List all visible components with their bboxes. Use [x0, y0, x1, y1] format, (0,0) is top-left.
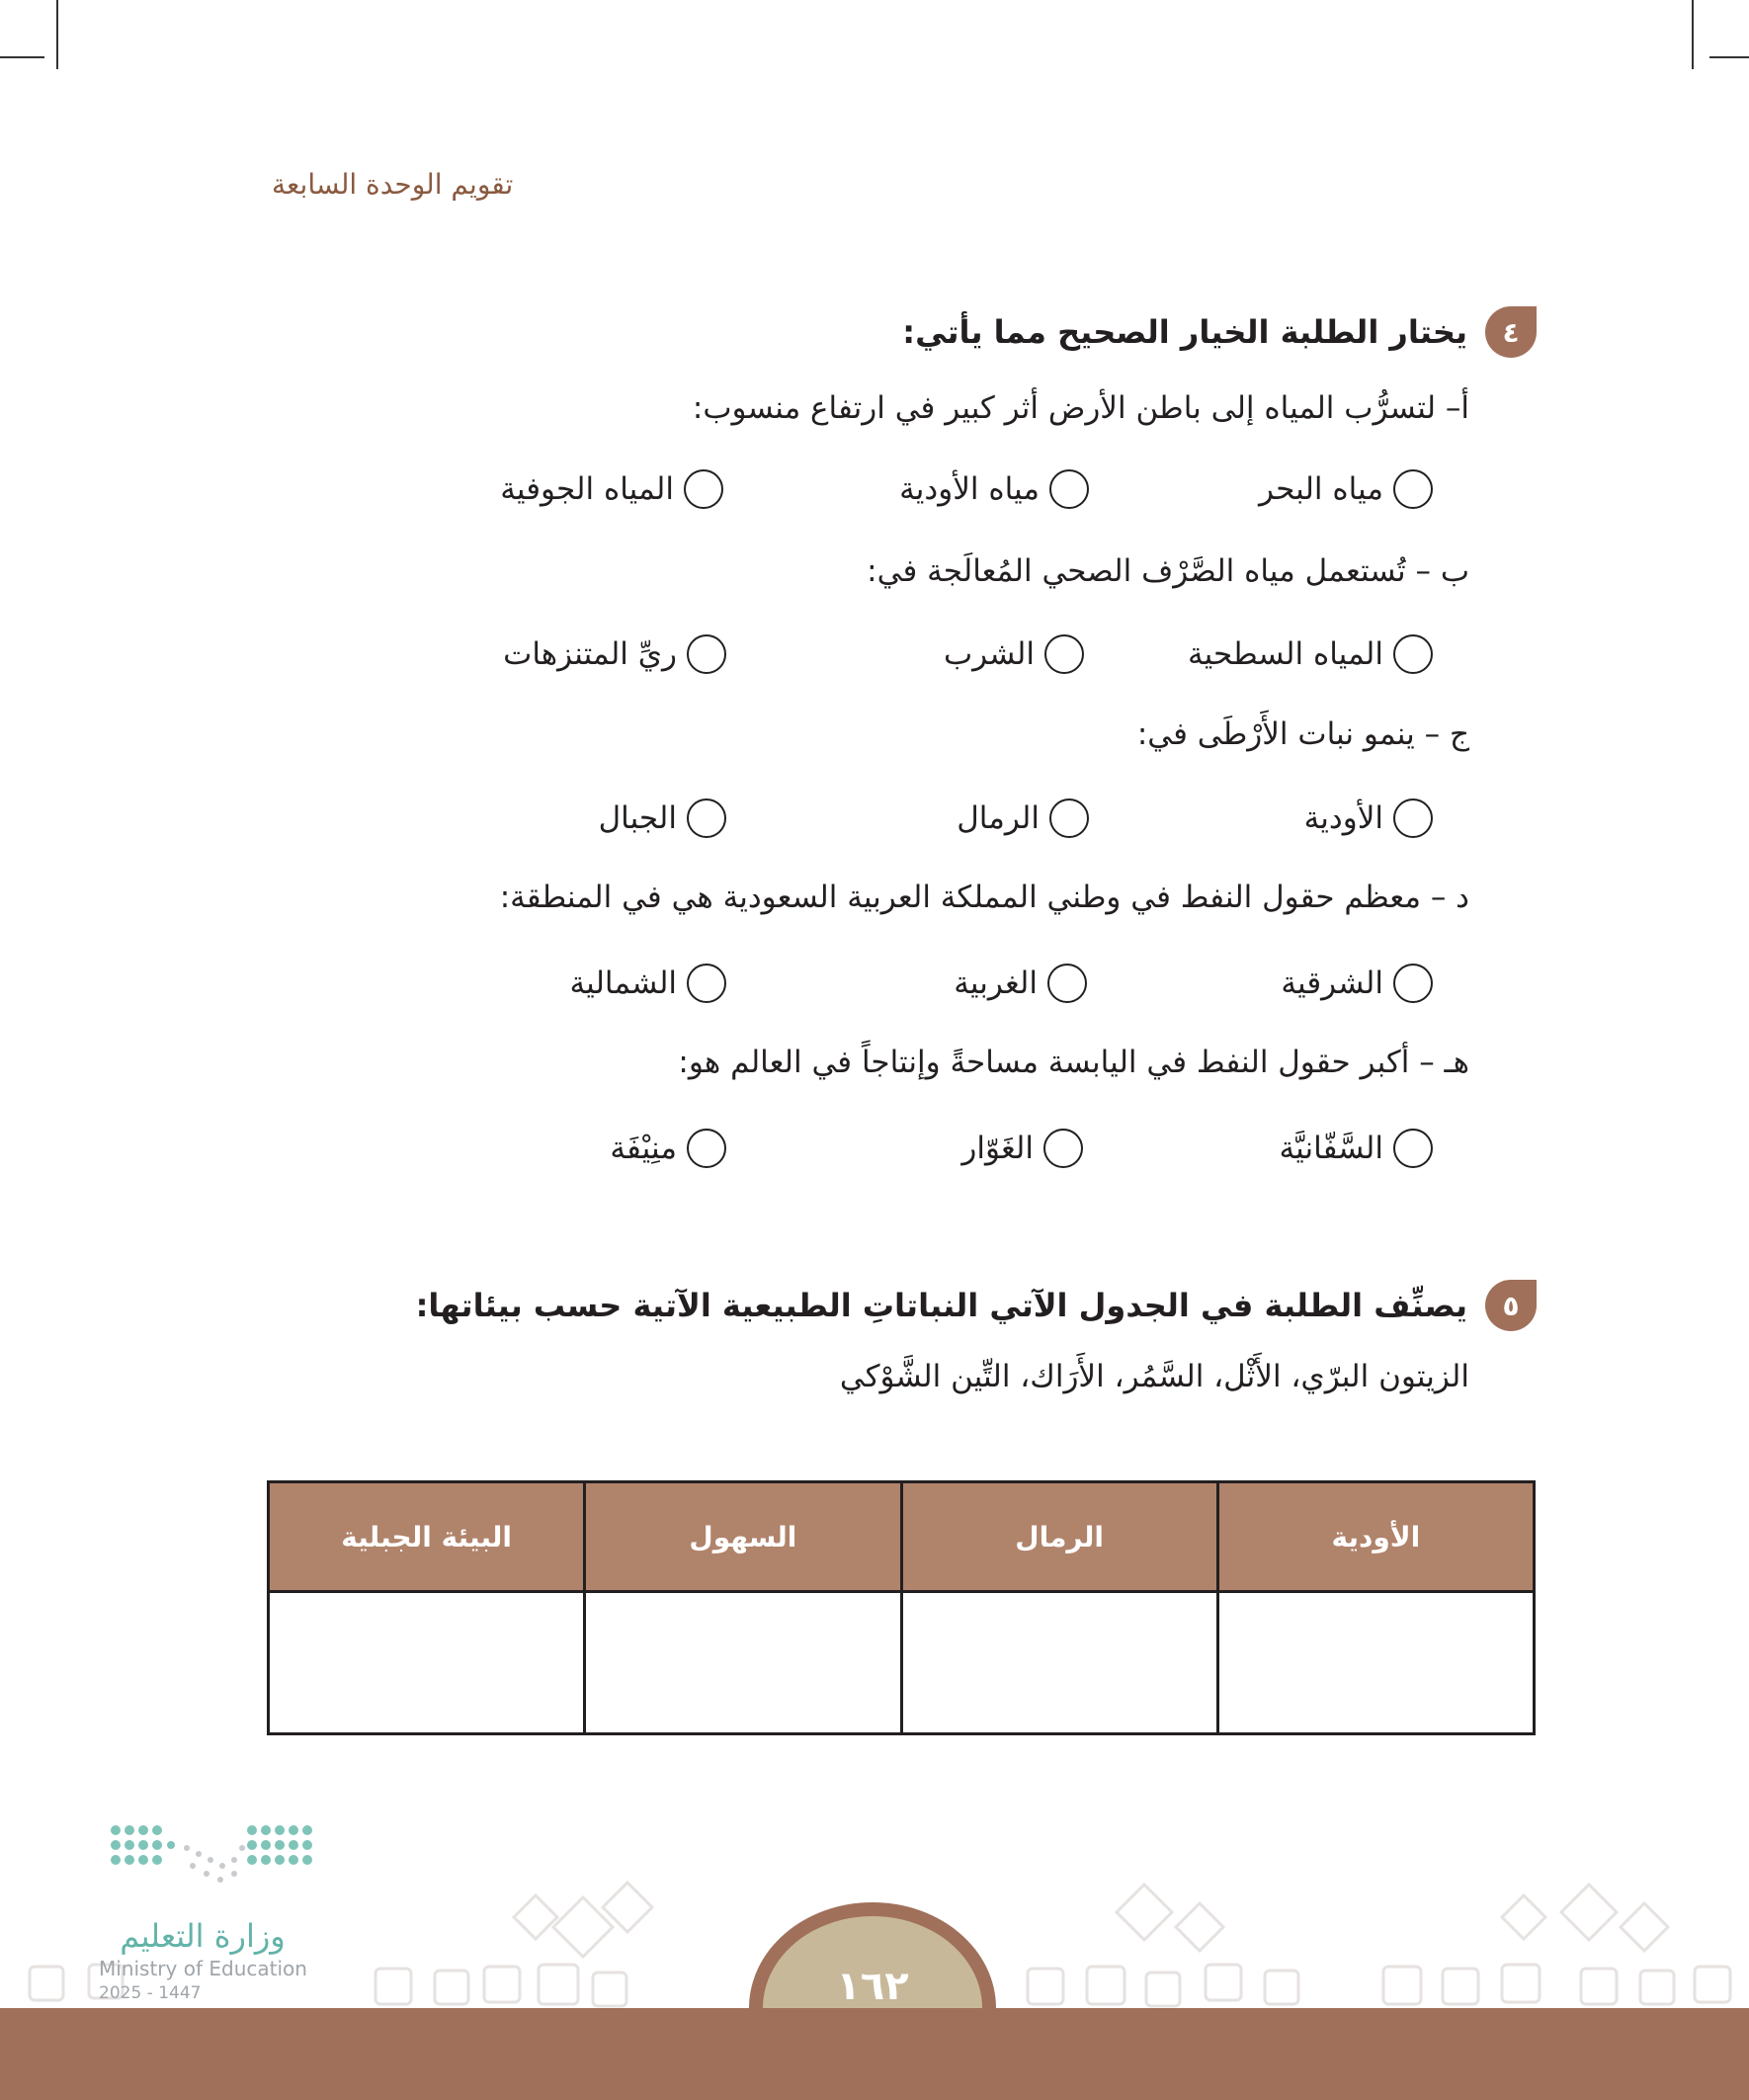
- crop-mark: [0, 56, 44, 58]
- radio-circle[interactable]: [1393, 964, 1433, 1003]
- option-radio[interactable]: [1281, 964, 1433, 1003]
- item-e-stem: هـ – أكبر حقول النفط في اليابسة مساحةً وإنتاجاً في العالم هو:: [678, 1045, 1469, 1080]
- option-label: الرمال: [957, 800, 1040, 836]
- option-label: السَّفّانيَّة: [1279, 1131, 1383, 1166]
- table-row: [269, 1592, 1535, 1734]
- item-b-stem: ب – تُستعمل مياه الصَّرْف الصحي المُعالَجة في:: [867, 553, 1469, 589]
- option-radio[interactable]: [610, 1129, 726, 1168]
- option-label: الشمالية: [569, 966, 677, 1001]
- option-radio[interactable]: [954, 964, 1087, 1003]
- option-label: المياه الجوفية: [500, 471, 674, 507]
- option-radio[interactable]: [961, 1129, 1083, 1168]
- item-a-options: [0, 469, 1749, 519]
- crop-mark: [56, 0, 58, 69]
- option-label: مياه الأودية: [899, 471, 1040, 507]
- option-label: ريِّ المتنزهات: [503, 636, 677, 672]
- answer-cell[interactable]: [901, 1592, 1217, 1734]
- header-valleys: الأودية: [1217, 1482, 1534, 1592]
- radio-circle[interactable]: [687, 1129, 726, 1168]
- option-radio[interactable]: [1188, 634, 1433, 674]
- answer-cell[interactable]: [1217, 1592, 1534, 1734]
- option-label: الغربية: [954, 966, 1038, 1001]
- option-radio[interactable]: [1304, 798, 1433, 838]
- radio-circle[interactable]: [1044, 634, 1084, 674]
- question-4-header: [902, 306, 1537, 358]
- answer-cell[interactable]: [269, 1592, 585, 1734]
- question-4-prompt: يختار الطلبة الخيار الصحيح مما يأتي:: [902, 313, 1467, 351]
- item-d-stem: د – معظم حقول النفط في وطني المملكة العربية السعودية هي في المنطقة:: [499, 880, 1469, 915]
- question-5-header: [416, 1280, 1537, 1331]
- item-e-options: [0, 1129, 1749, 1178]
- table-header-row: [269, 1482, 1535, 1592]
- item-b-options: [0, 634, 1749, 684]
- option-radio[interactable]: [503, 634, 726, 674]
- option-radio[interactable]: [899, 469, 1089, 509]
- question-5-prompt: يصنِّف الطلبة في الجدول الآتي النباتاتِ الطبيعية الآتية حسب بيئاتها:: [415, 1287, 1467, 1324]
- radio-circle[interactable]: [1393, 798, 1433, 838]
- question-4-number: ٤: [1485, 306, 1537, 358]
- classification-table: [267, 1480, 1536, 1735]
- option-label: مياه البحر: [1258, 471, 1383, 507]
- crop-mark: [1692, 0, 1694, 69]
- radio-circle[interactable]: [687, 798, 726, 838]
- option-label: الشرقية: [1281, 966, 1383, 1001]
- option-label: المياه السطحية: [1187, 636, 1383, 672]
- option-label: الشرب: [943, 636, 1035, 672]
- header-sands: الرمال: [901, 1482, 1217, 1592]
- option-radio[interactable]: [599, 798, 726, 838]
- crop-mark: [1709, 56, 1749, 58]
- page-number: ١٦٢: [836, 1964, 909, 2009]
- edition-year: 2025 - 1447: [99, 1983, 202, 2003]
- header-plains: السهول: [585, 1482, 901, 1592]
- plants-list: الزيتون البرّي، الأَثْل، السَّمُر، الأَرَاك، التِّين الشَّوْكي: [839, 1359, 1469, 1394]
- answer-cell[interactable]: [585, 1592, 901, 1734]
- option-radio[interactable]: [1280, 1129, 1433, 1168]
- option-label: منِيْفَة: [610, 1131, 677, 1166]
- question-5-number: ٥: [1485, 1280, 1537, 1331]
- unit-title: تقويم الوحدة السابعة: [272, 168, 514, 201]
- option-radio[interactable]: [570, 964, 727, 1003]
- ministry-name-en: Ministry of Education: [99, 1957, 307, 1980]
- ministry-name-ar: وزارة التعليم: [120, 1917, 286, 1955]
- radio-circle[interactable]: [684, 469, 723, 509]
- radio-circle[interactable]: [1393, 634, 1433, 674]
- radio-circle[interactable]: [1393, 469, 1433, 509]
- ministry-logo: [94, 1818, 321, 2006]
- option-label: الجبال: [598, 800, 677, 836]
- option-label: الأودية: [1303, 800, 1383, 836]
- item-a-stem: أ– لتسرُّب المياه إلى باطن الأرض أثر كبير في ارتفاع منسوب:: [692, 390, 1469, 426]
- radio-circle[interactable]: [687, 964, 726, 1003]
- radio-circle[interactable]: [687, 634, 726, 674]
- option-radio[interactable]: [500, 469, 723, 509]
- radio-circle[interactable]: [1393, 1129, 1433, 1168]
- item-d-options: [0, 964, 1749, 1013]
- radio-circle[interactable]: [1049, 469, 1089, 509]
- logo-dots-icon: [104, 1818, 321, 1907]
- item-c-options: [0, 798, 1749, 848]
- option-radio[interactable]: [1259, 469, 1433, 509]
- page-number-tab: [749, 1902, 996, 2008]
- header-mountains: البيئة الجبلية: [269, 1482, 585, 1592]
- radio-circle[interactable]: [1049, 798, 1089, 838]
- item-c-stem: ج – ينمو نبات الأَرْطَى في:: [1136, 716, 1469, 752]
- option-radio[interactable]: [944, 634, 1084, 674]
- footer-bar: [0, 2008, 1749, 2100]
- radio-circle[interactable]: [1047, 964, 1087, 1003]
- option-label: الغَوّار: [961, 1131, 1034, 1166]
- radio-circle[interactable]: [1043, 1129, 1083, 1168]
- option-radio[interactable]: [957, 798, 1089, 838]
